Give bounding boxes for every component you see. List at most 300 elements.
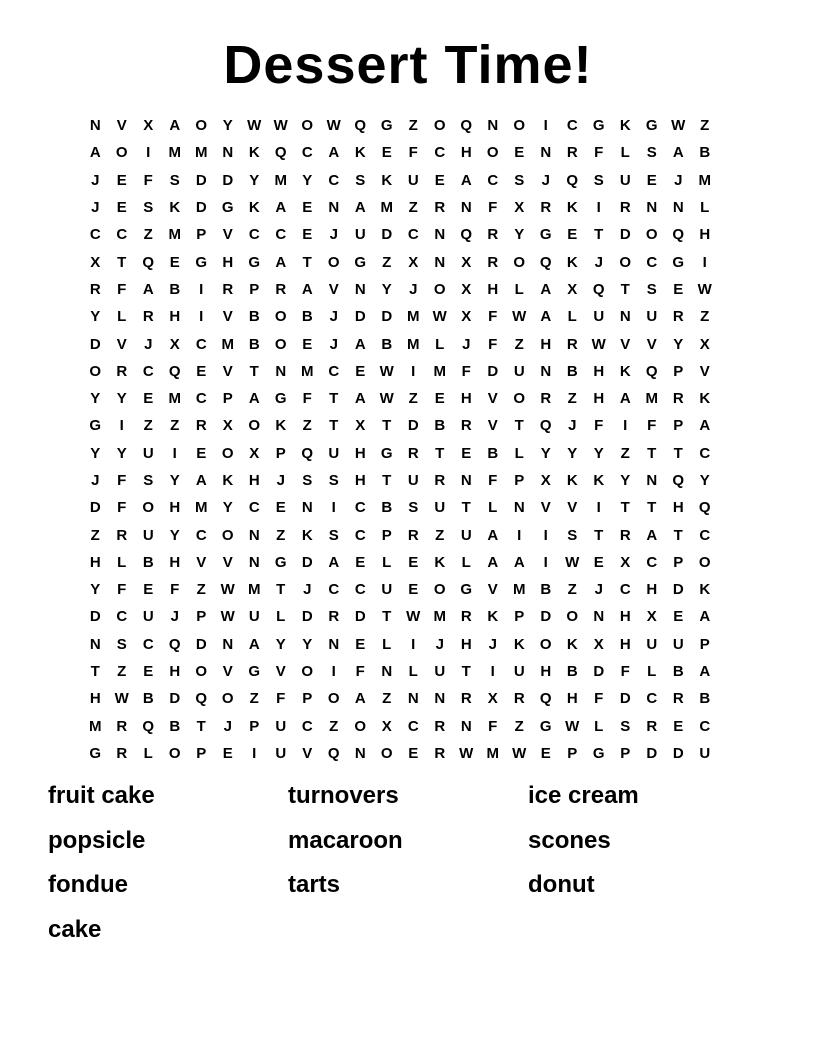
grid-letter[interactable]: Y — [699, 472, 710, 489]
grid-letter[interactable]: E — [646, 171, 657, 189]
grid-letter[interactable]: B — [248, 335, 260, 353]
grid-letter[interactable]: D — [619, 690, 631, 708]
grid-letter[interactable]: Q — [539, 690, 552, 708]
grid-letter[interactable]: C — [301, 144, 313, 162]
grid-letter[interactable]: E — [408, 553, 419, 571]
grid-letter[interactable]: J — [541, 171, 550, 189]
grid-letter[interactable]: V — [487, 581, 498, 599]
grid-letter[interactable]: L — [382, 635, 392, 653]
grid-letter[interactable]: G — [460, 581, 473, 599]
grid-letter[interactable]: U — [328, 444, 340, 462]
grid-letter[interactable]: T — [620, 280, 630, 298]
grid-letter[interactable]: I — [252, 744, 257, 762]
grid-letter[interactable]: F — [594, 690, 604, 708]
grid-letter[interactable]: E — [302, 199, 313, 217]
grid-letter[interactable]: E — [593, 553, 604, 571]
grid-letter[interactable]: A — [619, 390, 631, 408]
grid-letter[interactable]: V — [222, 226, 233, 244]
grid-letter[interactable]: B — [434, 417, 446, 435]
grid-letter[interactable]: W — [326, 117, 341, 135]
grid-letter[interactable]: K — [222, 472, 234, 489]
grid-letter[interactable]: K — [275, 417, 287, 435]
grid-letter[interactable]: Z — [143, 226, 153, 244]
grid-letter[interactable]: A — [513, 553, 525, 571]
grid-letter[interactable]: N — [275, 362, 287, 380]
grid-letter[interactable]: H — [487, 280, 499, 298]
grid-letter[interactable]: Z — [196, 581, 206, 599]
grid-letter[interactable]: T — [90, 663, 100, 681]
grid-letter[interactable]: E — [302, 335, 313, 353]
grid-letter[interactable]: E — [434, 390, 445, 408]
grid-letter[interactable]: J — [488, 635, 497, 653]
grid-letter[interactable]: T — [673, 444, 683, 462]
grid-letter[interactable]: B — [381, 499, 393, 517]
grid-letter[interactable]: K — [169, 199, 181, 217]
grid-letter[interactable]: K — [301, 526, 313, 544]
grid-letter[interactable]: Y — [593, 444, 604, 462]
grid-letter[interactable]: A — [142, 280, 154, 298]
grid-letter[interactable]: N — [381, 663, 393, 681]
grid-letter[interactable]: T — [594, 226, 604, 244]
grid-letter[interactable]: S — [302, 472, 313, 489]
grid-letter[interactable]: U — [434, 499, 446, 517]
grid-letter[interactable]: Z — [249, 690, 259, 708]
grid-letter[interactable]: C — [248, 226, 260, 244]
grid-letter[interactable]: J — [276, 472, 285, 489]
grid-letter[interactable]: Q — [327, 744, 340, 762]
grid-letter[interactable]: X — [222, 417, 233, 435]
grid-letter[interactable]: W — [512, 744, 527, 762]
grid-letter[interactable]: O — [301, 117, 314, 135]
grid-letter[interactable]: I — [199, 280, 204, 298]
grid-letter[interactable]: F — [302, 390, 312, 408]
grid-letter[interactable]: H — [646, 581, 658, 599]
grid-letter[interactable]: H — [593, 362, 605, 380]
grid-letter[interactable]: R — [513, 690, 525, 708]
grid-letter[interactable]: I — [596, 499, 601, 517]
grid-letter[interactable]: P — [222, 390, 233, 408]
grid-letter[interactable]: Y — [302, 171, 313, 189]
grid-letter[interactable]: J — [462, 335, 471, 353]
grid-letter[interactable]: M — [698, 171, 711, 189]
grid-letter[interactable]: A — [699, 608, 711, 626]
grid-letter[interactable]: I — [172, 444, 177, 462]
grid-letter[interactable]: B — [381, 335, 393, 353]
grid-letter[interactable]: D — [89, 608, 101, 626]
grid-letter[interactable]: L — [488, 499, 498, 517]
grid-letter[interactable]: S — [620, 717, 631, 735]
grid-letter[interactable]: Z — [143, 417, 153, 435]
grid-letter[interactable]: R — [328, 608, 340, 626]
grid-letter[interactable]: G — [248, 253, 261, 271]
grid-letter[interactable]: Y — [275, 635, 286, 653]
grid-letter[interactable]: Q — [274, 144, 287, 162]
grid-letter[interactable]: J — [594, 253, 603, 271]
grid-letter[interactable]: I — [596, 199, 601, 217]
grid-letter[interactable]: G — [248, 663, 261, 681]
grid-letter[interactable]: D — [89, 499, 101, 517]
grid-letter[interactable]: J — [91, 199, 100, 217]
grid-letter[interactable]: S — [143, 199, 154, 217]
grid-letter[interactable]: J — [223, 717, 232, 735]
grid-letter[interactable]: W — [220, 581, 235, 599]
grid-letter[interactable]: C — [89, 226, 101, 244]
grid-letter[interactable]: L — [382, 553, 392, 571]
grid-letter[interactable]: F — [461, 362, 471, 380]
grid-letter[interactable]: C — [699, 526, 711, 544]
grid-letter[interactable]: E — [540, 744, 551, 762]
grid-letter[interactable]: R — [407, 526, 419, 544]
grid-letter[interactable]: R — [672, 390, 684, 408]
grid-letter[interactable]: N — [248, 526, 260, 544]
grid-letter[interactable]: N — [646, 199, 658, 217]
grid-letter[interactable]: L — [620, 144, 630, 162]
grid-letter[interactable]: M — [380, 199, 393, 217]
grid-letter[interactable]: Y — [222, 499, 233, 517]
grid-letter[interactable]: Y — [116, 390, 127, 408]
grid-letter[interactable]: R — [646, 717, 658, 735]
grid-letter[interactable]: A — [672, 144, 684, 162]
grid-letter[interactable]: Q — [301, 444, 314, 462]
grid-letter[interactable]: X — [487, 690, 498, 708]
grid-letter[interactable]: F — [488, 308, 498, 326]
grid-letter[interactable]: F — [647, 417, 657, 435]
grid-letter[interactable]: H — [169, 553, 181, 571]
grid-letter[interactable]: F — [355, 663, 365, 681]
grid-letter[interactable]: A — [699, 663, 711, 681]
grid-letter[interactable]: M — [513, 581, 526, 599]
grid-letter[interactable]: A — [354, 690, 366, 708]
grid-letter[interactable]: X — [408, 253, 419, 271]
grid-letter[interactable]: N — [328, 635, 340, 653]
grid-letter[interactable]: E — [408, 581, 419, 599]
grid-letter[interactable]: U — [407, 171, 419, 189]
grid-letter[interactable]: T — [249, 362, 259, 380]
grid-letter[interactable]: D — [593, 663, 605, 681]
grid-letter[interactable]: V — [196, 553, 207, 571]
grid-letter[interactable]: X — [249, 444, 260, 462]
grid-letter[interactable]: D — [646, 744, 658, 762]
grid-letter[interactable]: A — [248, 390, 260, 408]
grid-letter[interactable]: Q — [539, 253, 552, 271]
grid-letter[interactable]: E — [143, 581, 154, 599]
grid-letter[interactable]: Z — [700, 308, 710, 326]
grid-letter[interactable]: F — [143, 171, 153, 189]
grid-letter[interactable]: M — [407, 335, 420, 353]
grid-letter[interactable]: G — [539, 717, 552, 735]
grid-letter[interactable]: K — [593, 472, 605, 489]
grid-letter[interactable]: Z — [700, 117, 710, 135]
grid-letter[interactable]: L — [647, 663, 657, 681]
grid-letter[interactable]: O — [168, 744, 181, 762]
grid-letter[interactable]: U — [646, 635, 658, 653]
grid-letter[interactable]: S — [328, 472, 339, 489]
grid-letter[interactable]: G — [645, 117, 658, 135]
grid-letter[interactable]: E — [567, 226, 578, 244]
grid-letter[interactable]: O — [221, 690, 234, 708]
grid-letter[interactable]: C — [248, 499, 260, 517]
grid-letter[interactable]: O — [645, 226, 658, 244]
grid-letter[interactable]: K — [434, 553, 446, 571]
grid-letter[interactable]: B — [142, 553, 154, 571]
grid-letter[interactable]: Q — [142, 717, 155, 735]
grid-letter[interactable]: L — [461, 553, 471, 571]
grid-letter[interactable]: Z — [435, 526, 445, 544]
grid-letter[interactable]: D — [195, 171, 207, 189]
grid-letter[interactable]: N — [593, 608, 605, 626]
grid-letter[interactable]: R — [619, 199, 631, 217]
grid-letter[interactable]: G — [274, 390, 287, 408]
grid-letter[interactable]: A — [487, 553, 499, 571]
grid-letter[interactable]: R — [222, 280, 234, 298]
grid-letter[interactable]: J — [568, 417, 577, 435]
grid-letter[interactable]: H — [89, 553, 101, 571]
grid-letter[interactable]: G — [380, 444, 393, 462]
grid-letter[interactable]: S — [646, 280, 657, 298]
grid-letter[interactable]: R — [434, 744, 446, 762]
grid-letter[interactable]: V — [116, 117, 127, 135]
grid-letter[interactable]: R — [142, 308, 154, 326]
grid-letter[interactable]: W — [379, 362, 394, 380]
grid-letter[interactable]: O — [566, 608, 579, 626]
grid-letter[interactable]: E — [461, 444, 472, 462]
grid-letter[interactable]: V — [222, 362, 233, 380]
grid-letter[interactable]: X — [381, 717, 392, 735]
grid-letter[interactable]: S — [143, 472, 154, 489]
grid-letter[interactable]: Y — [620, 472, 631, 489]
grid-letter[interactable]: M — [89, 717, 102, 735]
grid-letter[interactable]: S — [646, 144, 657, 162]
grid-letter[interactable]: V — [699, 362, 710, 380]
grid-letter[interactable]: T — [196, 717, 206, 735]
grid-letter[interactable]: D — [169, 690, 181, 708]
grid-letter[interactable]: J — [329, 226, 338, 244]
grid-letter[interactable]: Y — [540, 444, 551, 462]
grid-letter[interactable]: X — [143, 117, 154, 135]
grid-letter[interactable]: R — [275, 280, 287, 298]
grid-letter[interactable]: E — [169, 253, 180, 271]
grid-letter[interactable]: D — [540, 608, 552, 626]
grid-letter[interactable]: D — [195, 199, 207, 217]
grid-letter[interactable]: O — [354, 717, 367, 735]
grid-letter[interactable]: U — [672, 635, 684, 653]
grid-letter[interactable]: N — [434, 226, 446, 244]
grid-letter[interactable]: A — [248, 635, 260, 653]
grid-letter[interactable]: N — [89, 635, 101, 653]
grid-letter[interactable]: E — [434, 171, 445, 189]
grid-letter[interactable]: N — [248, 553, 260, 571]
grid-letter[interactable]: W — [220, 608, 235, 626]
grid-letter[interactable]: M — [301, 362, 314, 380]
grid-letter[interactable]: Y — [169, 472, 180, 489]
grid-letter[interactable]: T — [329, 390, 339, 408]
grid-letter[interactable]: W — [512, 308, 527, 326]
grid-letter[interactable]: P — [514, 608, 525, 626]
grid-letter[interactable]: C — [646, 253, 658, 271]
grid-letter[interactable]: P — [275, 444, 286, 462]
grid-letter[interactable]: Y — [90, 444, 101, 462]
grid-letter[interactable]: M — [248, 581, 261, 599]
grid-letter[interactable]: Y — [90, 581, 101, 599]
grid-letter[interactable]: X — [593, 635, 604, 653]
grid-letter[interactable]: G — [89, 744, 102, 762]
grid-letter[interactable]: N — [487, 117, 499, 135]
grid-letter[interactable]: Z — [170, 417, 180, 435]
grid-letter[interactable]: O — [433, 280, 446, 298]
grid-letter[interactable]: D — [672, 744, 684, 762]
grid-letter[interactable]: H — [248, 472, 260, 489]
grid-letter[interactable]: M — [486, 744, 499, 762]
grid-letter[interactable]: A — [328, 553, 340, 571]
grid-letter[interactable]: A — [301, 280, 313, 298]
grid-letter[interactable]: M — [407, 308, 420, 326]
grid-letter[interactable]: C — [407, 717, 419, 735]
grid-letter[interactable]: R — [619, 526, 631, 544]
grid-letter[interactable]: L — [435, 335, 445, 353]
grid-letter[interactable]: N — [672, 199, 684, 217]
grid-letter[interactable]: V — [302, 744, 313, 762]
grid-letter[interactable]: X — [169, 335, 180, 353]
grid-letter[interactable]: D — [381, 308, 393, 326]
grid-letter[interactable]: U — [513, 362, 525, 380]
grid-letter[interactable]: B — [487, 444, 499, 462]
grid-letter[interactable]: H — [672, 499, 684, 517]
grid-letter[interactable]: A — [540, 308, 552, 326]
grid-letter[interactable]: P — [196, 608, 207, 626]
grid-letter[interactable]: B — [142, 690, 154, 708]
grid-letter[interactable]: Z — [90, 526, 100, 544]
grid-letter[interactable]: O — [195, 117, 208, 135]
grid-letter[interactable]: E — [673, 280, 684, 298]
grid-letter[interactable]: A — [195, 472, 207, 489]
grid-letter[interactable]: Y — [249, 171, 260, 189]
grid-letter[interactable]: J — [409, 280, 418, 298]
grid-letter[interactable]: U — [142, 526, 154, 544]
grid-letter[interactable]: D — [222, 171, 234, 189]
grid-letter[interactable]: C — [328, 362, 340, 380]
grid-letter[interactable]: R — [195, 417, 207, 435]
grid-letter[interactable]: L — [117, 308, 127, 326]
grid-letter[interactable]: L — [408, 663, 418, 681]
grid-letter[interactable]: O — [539, 635, 552, 653]
grid-letter[interactable]: C — [328, 581, 340, 599]
grid-letter[interactable]: C — [116, 226, 128, 244]
grid-letter[interactable]: G — [89, 417, 102, 435]
grid-letter[interactable]: K — [699, 390, 711, 408]
grid-letter[interactable]: T — [620, 499, 630, 517]
grid-letter[interactable]: G — [221, 199, 234, 217]
grid-letter[interactable]: Q — [195, 690, 208, 708]
grid-letter[interactable]: Z — [567, 581, 577, 599]
grid-letter[interactable]: N — [540, 144, 552, 162]
grid-letter[interactable]: V — [487, 390, 498, 408]
grid-letter[interactable]: G — [195, 253, 208, 271]
grid-letter[interactable]: K — [248, 199, 260, 217]
grid-letter[interactable]: U — [381, 581, 393, 599]
grid-letter[interactable]: N — [460, 199, 472, 217]
grid-letter[interactable]: H — [460, 635, 472, 653]
grid-letter[interactable]: H — [222, 253, 234, 271]
grid-letter[interactable]: A — [487, 526, 499, 544]
grid-letter[interactable]: O — [301, 663, 314, 681]
grid-letter[interactable]: H — [566, 690, 578, 708]
grid-letter[interactable]: E — [408, 744, 419, 762]
grid-letter[interactable]: R — [407, 444, 419, 462]
grid-letter[interactable]: N — [460, 472, 472, 489]
grid-letter[interactable]: F — [117, 280, 127, 298]
grid-letter[interactable]: N — [434, 253, 446, 271]
grid-letter[interactable]: A — [89, 144, 101, 162]
grid-letter[interactable]: M — [195, 499, 208, 517]
grid-letter[interactable]: T — [382, 608, 392, 626]
grid-letter[interactable]: M — [274, 171, 287, 189]
grid-letter[interactable]: Y — [222, 117, 233, 135]
grid-letter[interactable]: H — [619, 608, 631, 626]
grid-letter[interactable]: U — [275, 744, 287, 762]
grid-letter[interactable]: P — [673, 362, 684, 380]
grid-letter[interactable]: N — [407, 690, 419, 708]
grid-letter[interactable]: C — [195, 526, 207, 544]
grid-letter[interactable]: Z — [620, 444, 630, 462]
grid-letter[interactable]: R — [460, 690, 472, 708]
grid-letter[interactable]: J — [594, 581, 603, 599]
grid-letter[interactable]: X — [567, 280, 578, 298]
grid-letter[interactable]: C — [142, 362, 154, 380]
grid-letter[interactable]: P — [196, 226, 207, 244]
grid-letter[interactable]: X — [699, 335, 710, 353]
grid-letter[interactable]: J — [144, 335, 153, 353]
grid-letter[interactable]: M — [433, 362, 446, 380]
grid-letter[interactable]: L — [567, 308, 577, 326]
grid-letter[interactable]: T — [302, 253, 312, 271]
grid-letter[interactable]: F — [620, 663, 630, 681]
grid-letter[interactable]: U — [354, 226, 366, 244]
grid-letter[interactable]: T — [461, 663, 471, 681]
grid-letter[interactable]: O — [619, 253, 632, 271]
grid-letter[interactable]: A — [354, 199, 366, 217]
grid-letter[interactable]: W — [671, 117, 686, 135]
grid-letter[interactable]: N — [434, 690, 446, 708]
grid-letter[interactable]: C — [699, 717, 711, 735]
grid-letter[interactable]: W — [432, 308, 447, 326]
grid-letter[interactable]: V — [275, 663, 286, 681]
grid-letter[interactable]: M — [433, 608, 446, 626]
grid-letter[interactable]: R — [116, 717, 128, 735]
grid-letter[interactable]: P — [249, 717, 260, 735]
grid-letter[interactable]: C — [354, 499, 366, 517]
grid-letter[interactable]: Y — [116, 444, 127, 462]
grid-letter[interactable]: D — [195, 635, 207, 653]
grid-letter[interactable]: I — [411, 635, 416, 653]
grid-letter[interactable]: A — [699, 417, 711, 435]
grid-letter[interactable]: O — [486, 144, 499, 162]
grid-letter[interactable]: Y — [673, 335, 684, 353]
grid-letter[interactable]: A — [328, 144, 340, 162]
grid-letter[interactable]: D — [354, 608, 366, 626]
grid-letter[interactable]: Q — [645, 362, 658, 380]
grid-letter[interactable]: V — [567, 499, 578, 517]
grid-letter[interactable]: B — [566, 663, 578, 681]
grid-letter[interactable]: E — [673, 717, 684, 735]
grid-letter[interactable]: R — [672, 308, 684, 326]
grid-letter[interactable]: F — [594, 417, 604, 435]
grid-letter[interactable]: S — [116, 635, 127, 653]
grid-letter[interactable]: P — [673, 553, 684, 571]
grid-letter[interactable]: C — [301, 717, 313, 735]
grid-letter[interactable]: R — [566, 144, 578, 162]
grid-letter[interactable]: O — [513, 390, 526, 408]
grid-letter[interactable]: Y — [381, 280, 392, 298]
